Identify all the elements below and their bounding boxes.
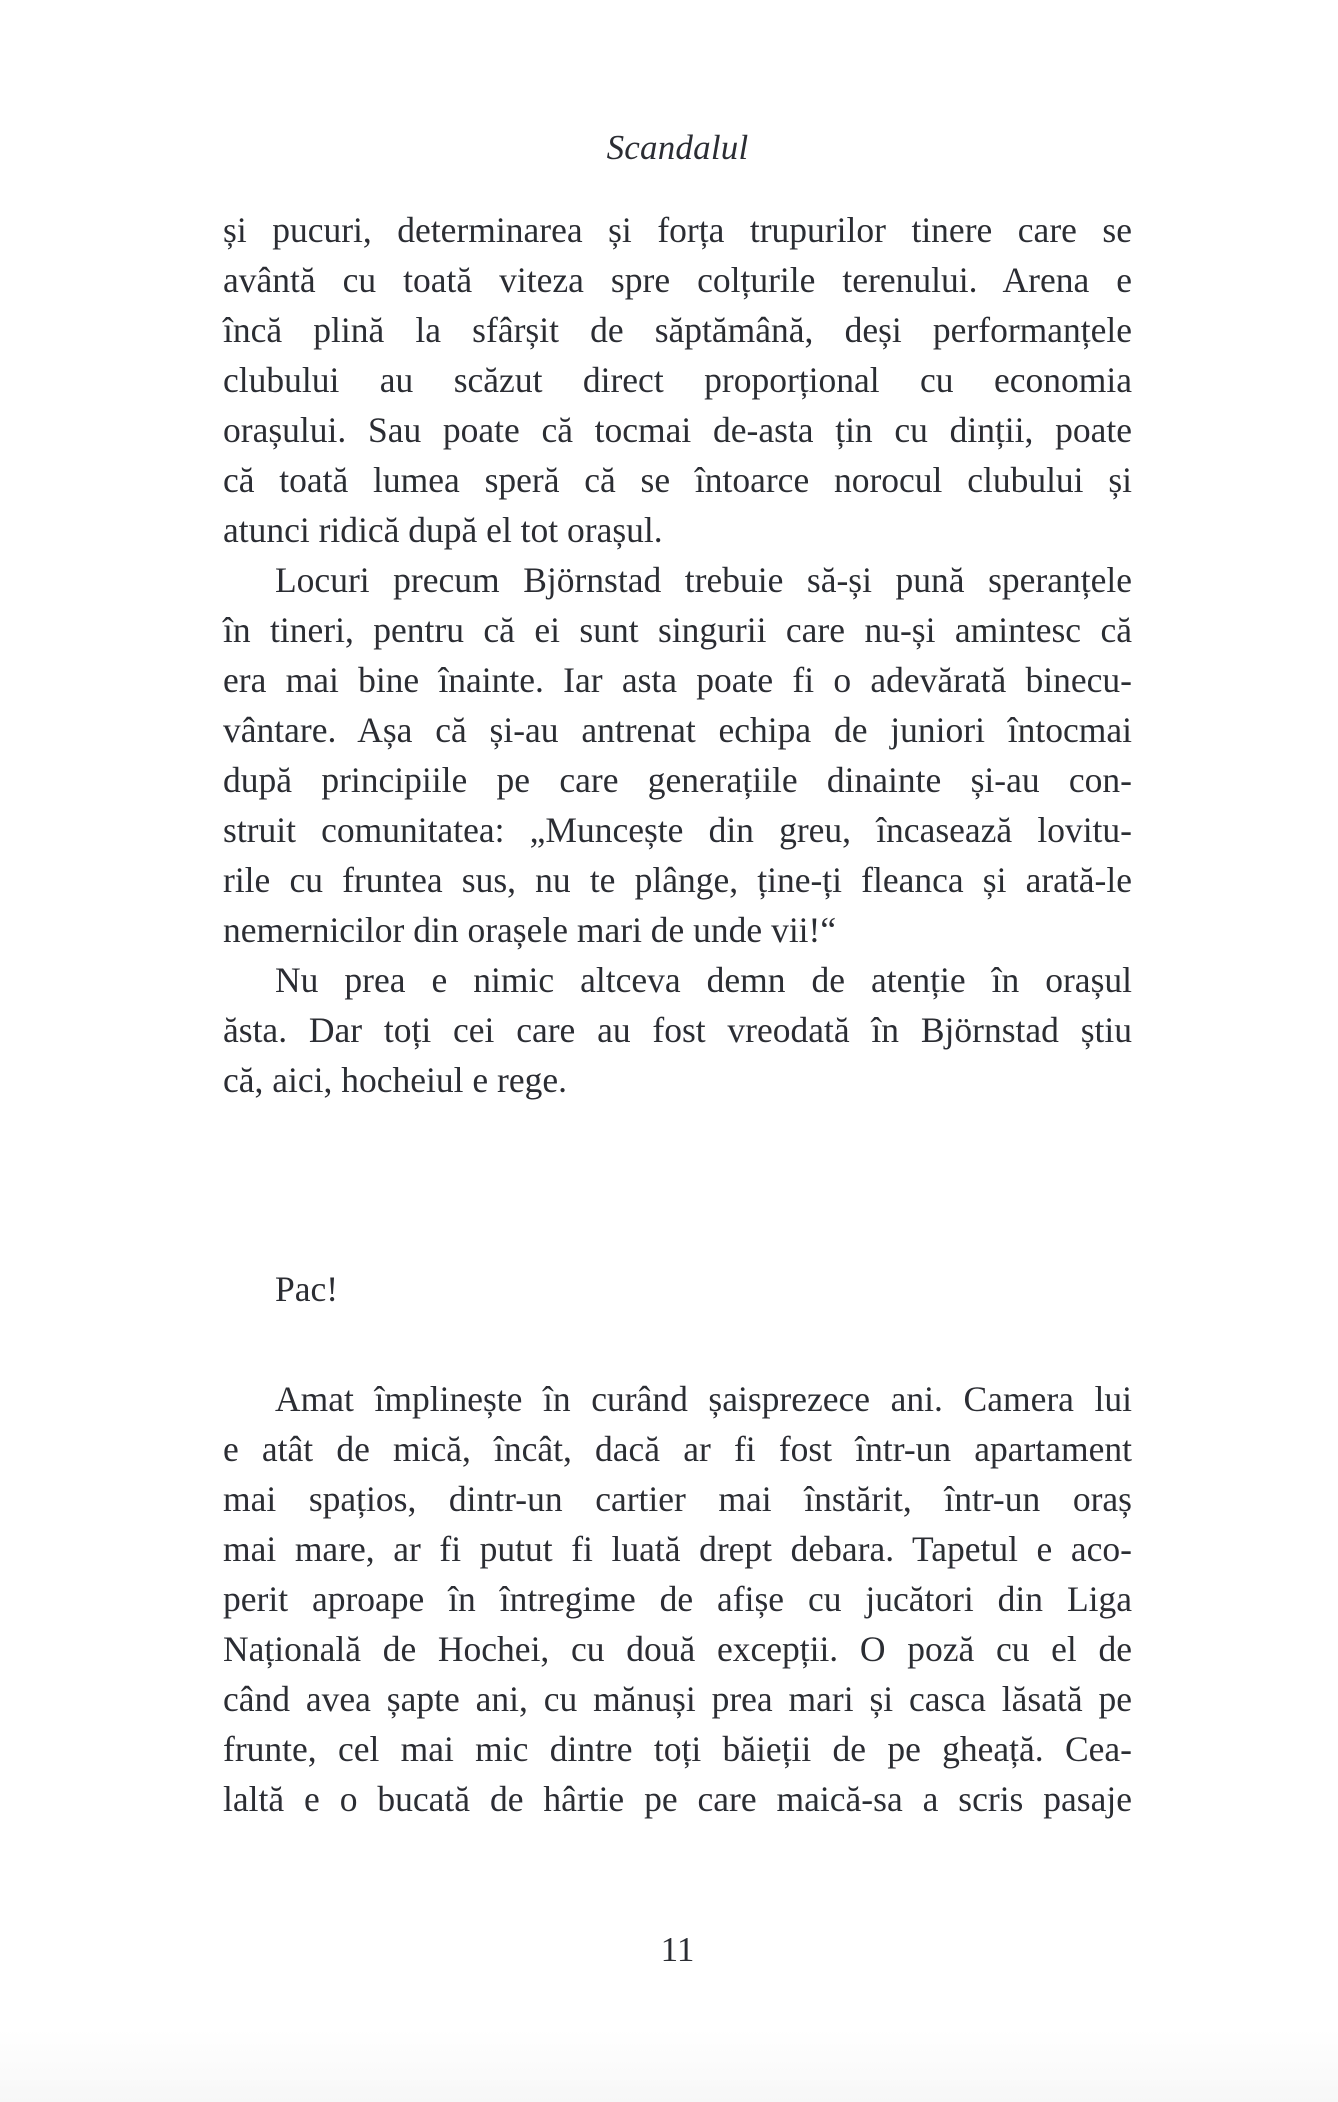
paragraph — [223, 955, 1132, 1105]
text-line: după principiile pe care generațiile dinainte și-au con- — [223, 760, 1132, 800]
paragraph — [223, 205, 1132, 555]
text-line: și pucuri, determinarea și forța trupurilor tinere care se — [223, 210, 1132, 250]
text-line: încă plină la sfârșit de săptămână, deși performanțele — [223, 310, 1132, 350]
text-line: nemernicilor din orașele mari de unde vii!“ — [223, 910, 837, 950]
text-line: mai spațios, dintr-un cartier mai înstărit, într-un oraș — [223, 1479, 1132, 1519]
text-line: laltă e o bucată de hârtie pe care maică-sa a scris pasaje — [223, 1779, 1132, 1819]
text-line: avântă cu toată viteza spre colțurile terenului. Arena e — [223, 260, 1132, 300]
text-line: frunte, cel mai mic dintre toți băieții de pe gheață. Cea- — [223, 1729, 1132, 1769]
paragraph — [223, 555, 1132, 955]
text-line: atunci ridică după el tot orașul. — [223, 510, 663, 550]
running-header: Scandalul — [606, 128, 749, 167]
paragraph — [223, 1374, 1132, 1824]
text-line: că, aici, hocheiul e rege. — [223, 1060, 567, 1100]
text-line: e atât de mică, încât, dacă ar fi fost într-un apartament — [223, 1429, 1132, 1469]
text-line: rile cu fruntea sus, nu te plânge, ține-ți fleanca și arată-le — [223, 860, 1132, 900]
body-text-lower — [223, 1374, 1132, 1824]
text-line: Amat împlinește în curând șaisprezece ani. Camera lui — [275, 1379, 1132, 1419]
text-line: struit comunitatea: „Muncește din greu, încasează lovitu- — [223, 810, 1132, 850]
text-line: Națională de Hochei, cu două excepții. O poză cu el de — [223, 1629, 1132, 1669]
text-line: Nu prea e nimic altceva demn de atenție în orașul — [275, 960, 1132, 1000]
text-line: ăsta. Dar toți cei care au fost vreodată în Björnstad știu — [223, 1010, 1132, 1050]
section-break-text — [223, 1264, 1132, 1314]
text-line: clubului au scăzut direct proporțional cu economia — [223, 360, 1132, 400]
text-line: era mai bine înainte. Iar asta poate fi o adevărată binecu- — [223, 660, 1132, 700]
body-text-upper — [223, 205, 1132, 1105]
text-line: că toată lumea speră că se întoarce norocul clubului și — [223, 460, 1132, 500]
text-line: perit aproape în întregime de afișe cu jucători din Liga — [223, 1579, 1132, 1619]
text-line: mai mare, ar fi putut fi luată drept debara. Tapetul e aco- — [223, 1529, 1132, 1569]
text-line: când avea șapte ani, cu mănuși prea mari și casca lăsată pe — [223, 1679, 1132, 1719]
text-line: vântare. Așa că și-au antrenat echipa de juniori întocmai — [223, 710, 1132, 750]
text-line: orașului. Sau poate că tocmai de-asta țin cu dinții, poate — [223, 410, 1132, 450]
onomatopoeia-line: Pac! — [275, 1269, 339, 1309]
text-line: Locuri precum Björnstad trebuie să-și pună speranțele — [275, 560, 1132, 600]
page-number: 11 — [660, 1930, 695, 1969]
text-line: în tineri, pentru că ei sunt singurii care nu-și amintesc că — [223, 610, 1132, 650]
